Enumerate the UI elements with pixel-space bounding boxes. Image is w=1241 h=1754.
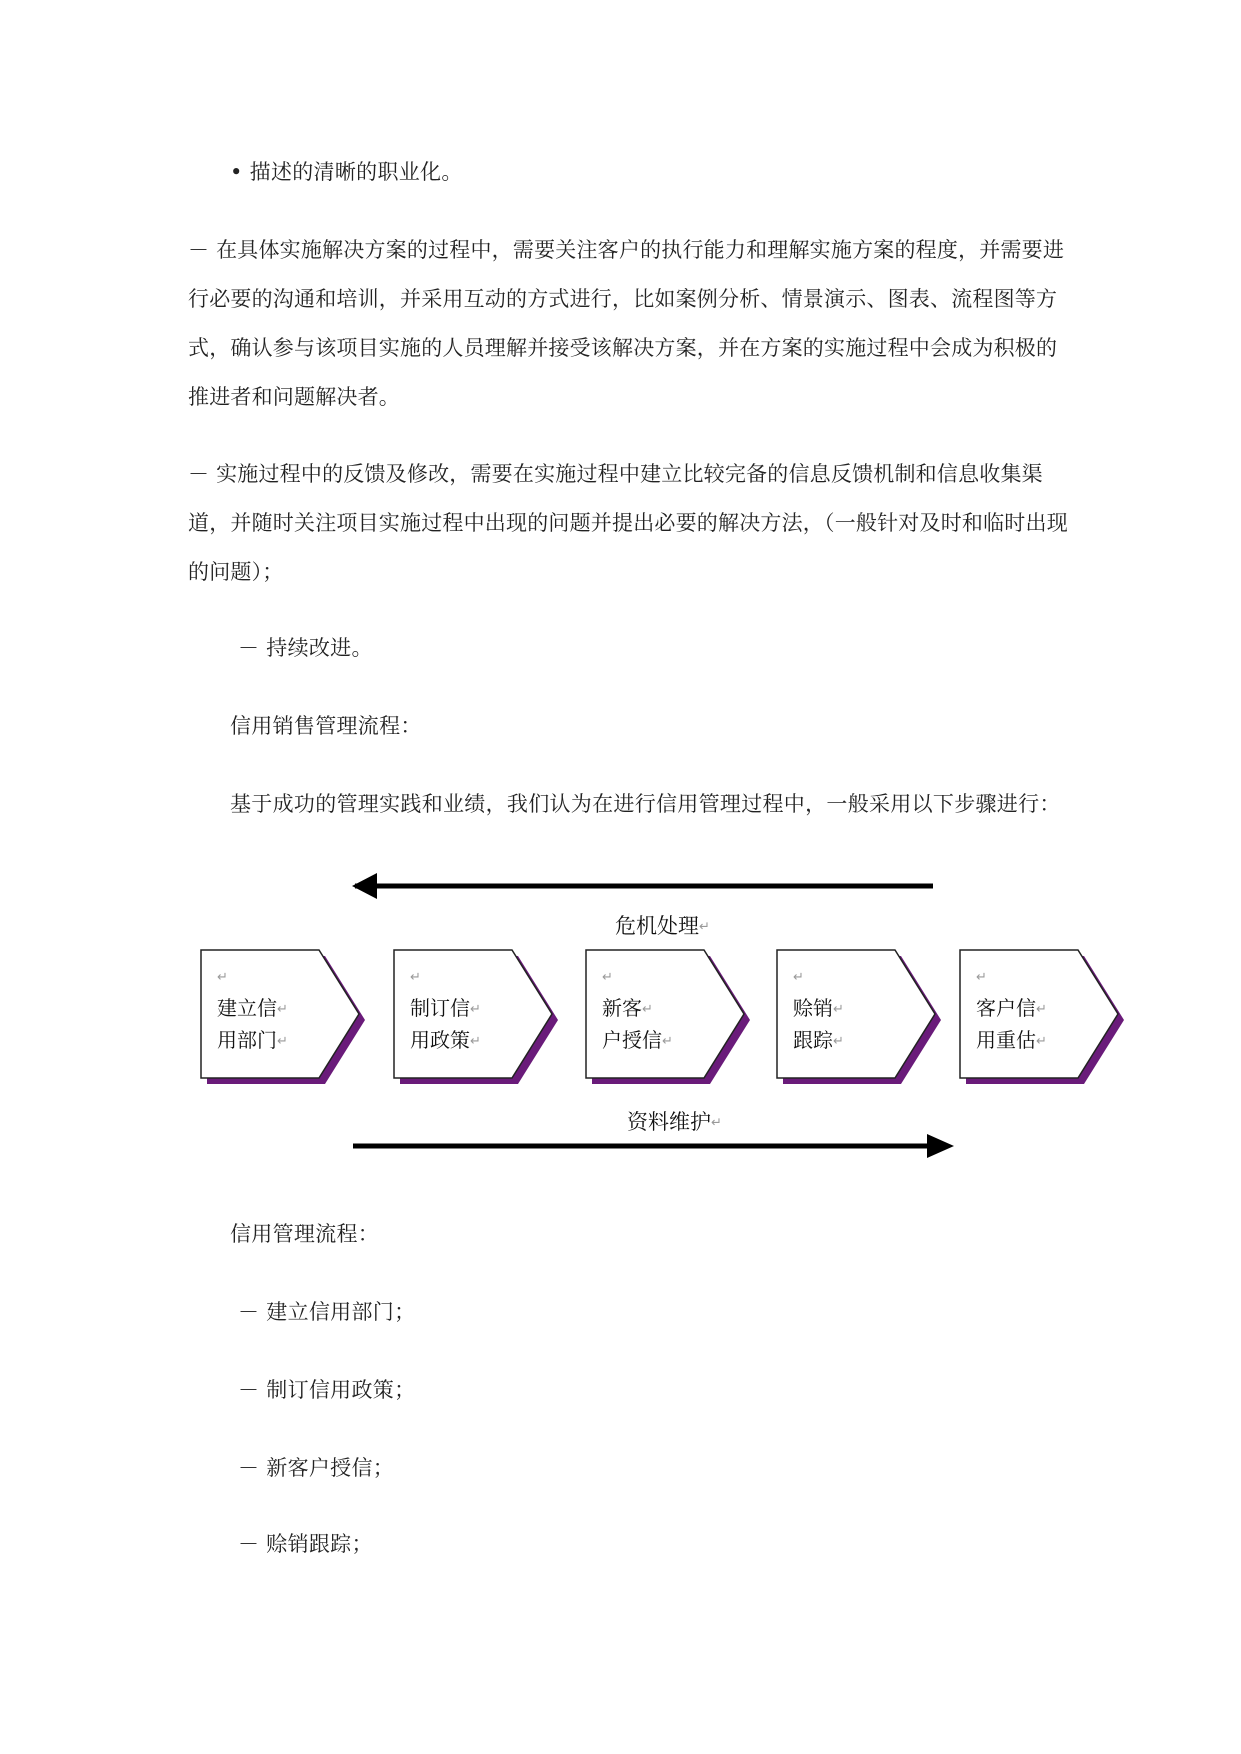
return-mark: ↵: [277, 1034, 288, 1049]
step-line-2: 用政策↵: [410, 1028, 481, 1052]
step-line-2: 跟踪↵: [793, 1028, 844, 1052]
step-line-2: 用部门↵: [217, 1028, 288, 1052]
list-item: － 制订信用政策；: [238, 1378, 416, 1402]
return-mark: ↵: [470, 1034, 481, 1049]
credit-sales-title: 信用销售管理流程：: [230, 714, 422, 738]
return-mark: ↵: [642, 1002, 653, 1017]
step-line-2: 用重估↵: [976, 1028, 1047, 1052]
bottom-arrow-label: [627, 1106, 722, 1136]
top-arrow-head: [352, 873, 377, 899]
return-mark: ↵: [699, 919, 710, 935]
top-arrow-label: [615, 910, 710, 940]
paragraph-implementation: － 在具体实施解决方案的过程中，需要关注客户的执行能力和理解实施方案的程度，并需要进行必要的沟通和培训，并采用互动的方式进行，比如案例分析、情景演示、图表、流程图等方式，确认参与该项目实施的人员理解并接受该解决方案，并在方案的实施过程中会成为积极的推进者和问题解决者。: [188, 238, 1065, 409]
paragraph-feedback-text: － 实施过程中的反馈及修改，需要在实施过程中建立比较完备的信息反馈机制和信息收集渠道，并随时关注项目实施过程中出现的问题并提出必要的解决方法，（一般针对及时和临时出现的问题）；: [188, 462, 1068, 584]
return-mark: ↵: [602, 970, 613, 985]
step-line-1: 新客↵: [602, 996, 653, 1020]
bottom-arrow-label-text: 资料维护: [627, 1110, 711, 1134]
step-line-1: 客户信↵: [976, 996, 1047, 1020]
return-mark: ↵: [470, 1002, 481, 1017]
list-item: － 建立信用部门；: [238, 1300, 416, 1324]
step-label-2: [410, 962, 481, 1057]
bottom-arrow-head: [927, 1134, 954, 1158]
list-item: － 赊销跟踪；: [238, 1532, 373, 1556]
credit-process-diagram: [195, 870, 1135, 1170]
credit-mgmt-title: 信用管理流程：: [230, 1222, 380, 1246]
return-mark: ↵: [217, 970, 228, 985]
step-line-2: 户授信↵: [602, 1028, 673, 1052]
return-mark: ↵: [793, 970, 804, 985]
step-label-3: [602, 962, 673, 1057]
step-label-1: [217, 962, 288, 1057]
return-mark: ↵: [277, 1002, 288, 1017]
step-line-1: 建立信↵: [217, 996, 288, 1020]
return-mark: ↵: [1036, 1034, 1047, 1049]
list-item: － 新客户授信；: [238, 1456, 395, 1480]
top-arrow-label-text: 危机处理: [615, 914, 699, 938]
return-mark: ↵: [711, 1115, 722, 1131]
step-label-4: [793, 962, 844, 1057]
return-mark: ↵: [1036, 1002, 1047, 1017]
return-mark: ↵: [662, 1034, 673, 1049]
return-mark: ↵: [833, 1002, 844, 1017]
return-mark: ↵: [410, 970, 421, 985]
step-label-5: [976, 962, 1047, 1057]
step-line-1: 制订信↵: [410, 996, 481, 1020]
return-mark: ↵: [976, 970, 987, 985]
paragraph-feedback: [188, 450, 1068, 597]
continuous-improvement: － 持续改进。: [238, 636, 373, 660]
step-line-1: 赊销↵: [793, 996, 844, 1020]
return-mark: ↵: [833, 1034, 844, 1049]
bullet-clear: • 描述的清晰的职业化。: [230, 160, 463, 184]
steps-intro: 基于成功的管理实践和业绩，我们认为在进行信用管理过程中，一般采用以下步骤进行：: [230, 792, 1061, 816]
